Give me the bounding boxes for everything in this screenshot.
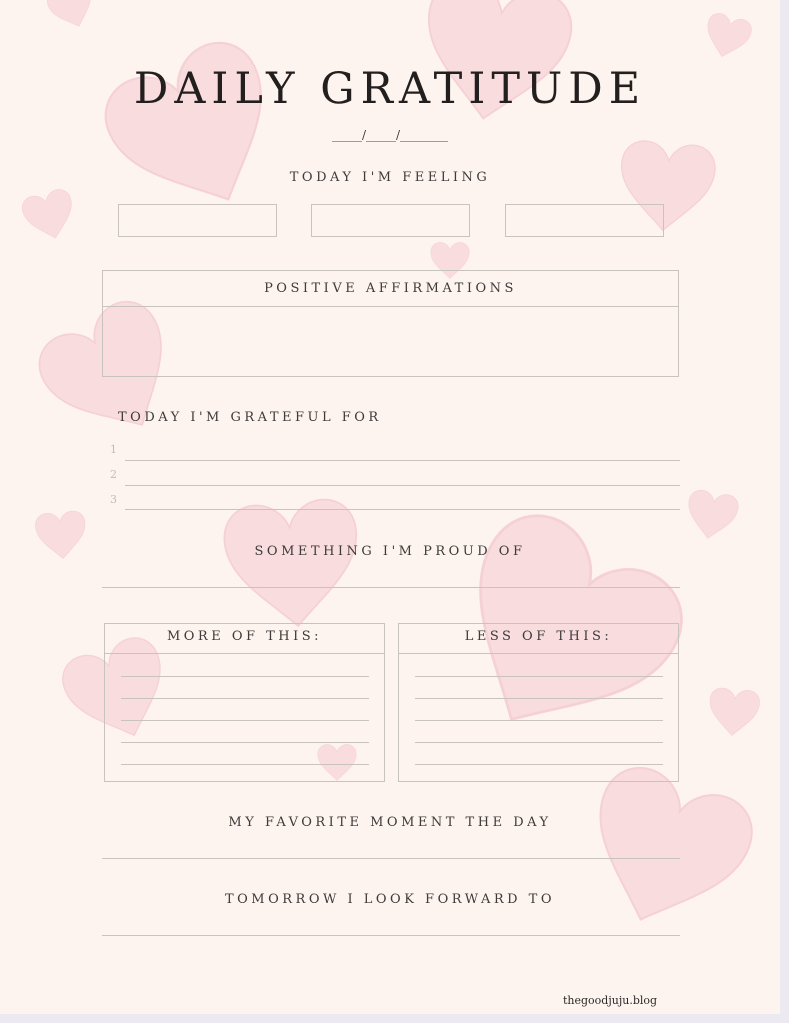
feeling-box-3[interactable] [505,204,664,237]
more-line-3[interactable] [121,720,369,721]
grateful-line-3[interactable] [125,509,680,510]
less-line-4[interactable] [415,742,663,743]
grateful-number-3: 3 [110,493,117,506]
less-line-1[interactable] [415,676,663,677]
grateful-line-1[interactable] [125,460,680,461]
heart-icon [20,187,80,245]
grateful-line-2[interactable] [125,485,680,486]
heart-icon [568,758,762,946]
feeling-box-2[interactable] [311,204,470,237]
grateful-heading: TODAY I'M GRATEFUL FOR [118,410,382,425]
heart-icon [44,0,99,34]
proud-line[interactable] [102,587,680,588]
more-of-this-heading: MORE OF THIS: [166,629,323,644]
tomorrow-line[interactable] [102,935,680,936]
less-divider [399,653,678,654]
date-field[interactable]: _____/_____/________ [331,128,449,142]
less-of-this-box[interactable] [398,623,679,782]
more-line-5[interactable] [121,764,369,765]
more-line-4[interactable] [121,742,369,743]
page-title: DAILY GRATITUDE [133,64,647,114]
proud-heading: SOMETHING I'M PROUD OF [254,544,526,559]
heart-icon [683,488,740,542]
more-line-1[interactable] [121,676,369,677]
more-line-2[interactable] [121,698,369,699]
more-of-this-box[interactable] [104,623,385,782]
heart-icon [222,497,364,632]
less-of-this-heading: LESS OF THIS: [464,629,613,644]
grateful-number-1: 1 [110,443,117,456]
heart-icon [701,11,754,62]
feeling-box-1[interactable] [118,204,277,237]
less-line-5[interactable] [415,764,663,765]
footer-site: thegoodjuju.blog [563,994,658,1007]
less-line-2[interactable] [415,698,663,699]
favorite-heading: MY FAVORITE MOMENT THE DAY [228,815,552,830]
more-divider [105,653,384,654]
grateful-number-2: 2 [110,468,117,481]
affirmations-divider [103,306,678,307]
tomorrow-heading: TOMORROW I LOOK FORWARD TO [224,892,556,907]
heart-icon [707,687,760,738]
affirmations-heading: POSITIVE AFFIRMATIONS [264,281,517,296]
favorite-line[interactable] [102,858,680,859]
less-line-3[interactable] [415,720,663,721]
feeling-heading: TODAY I'M FEELING [289,170,491,185]
